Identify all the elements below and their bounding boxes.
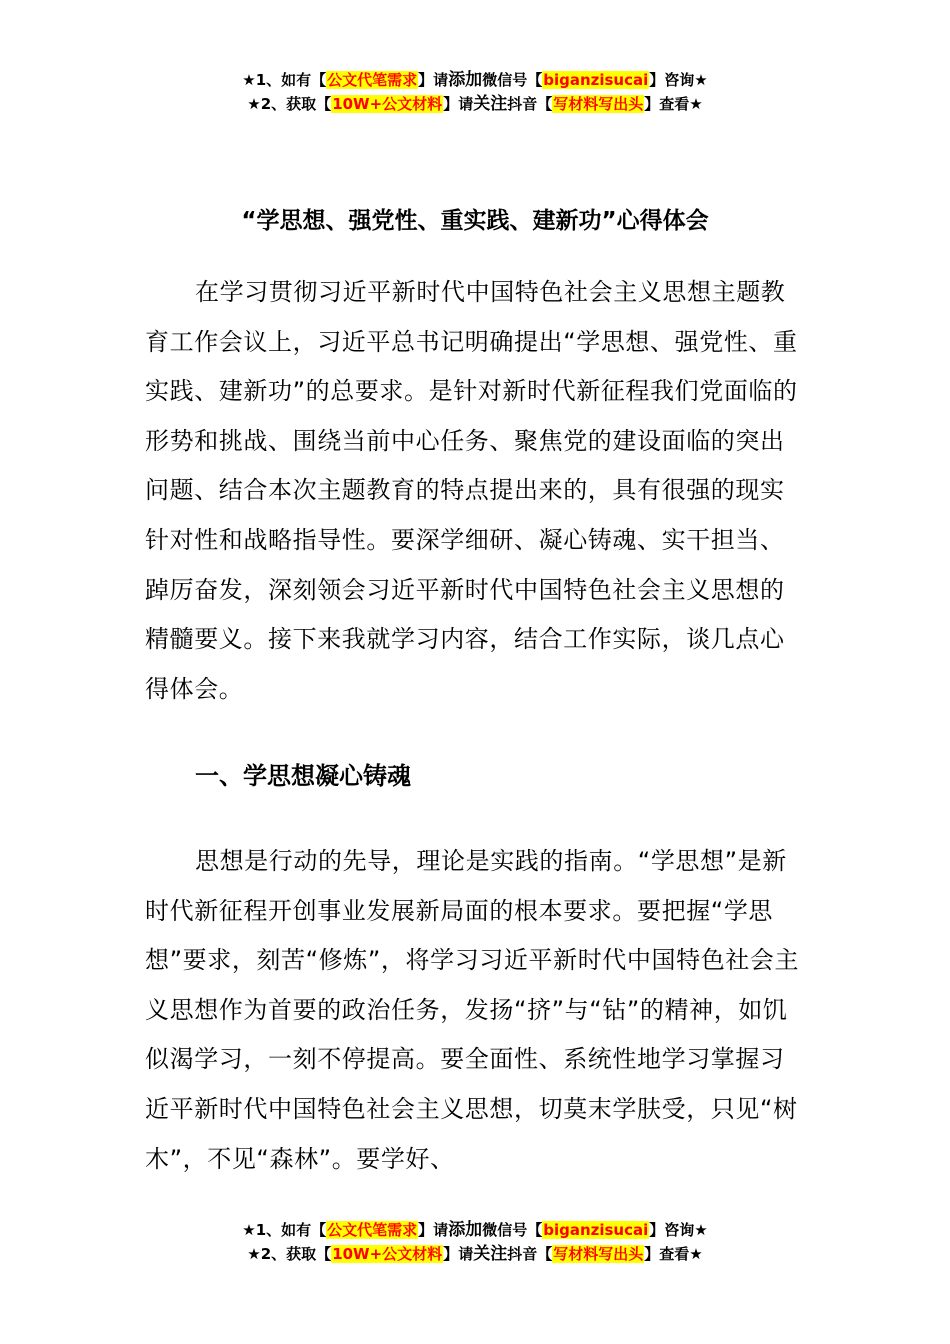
banner-text: ★1、如有【 (242, 71, 327, 89)
banner-emphasis: 添加 (448, 1220, 483, 1240)
banner-text: 】请 (418, 71, 449, 89)
banner-text: 】请 (443, 95, 474, 113)
highlight-douyin: 写材料写出头 (553, 1245, 644, 1263)
highlight-service: 公文代笔需求 (327, 1221, 418, 1239)
banner-text: 】查看★ (644, 95, 703, 113)
banner-emphasis: 关注 (473, 94, 508, 114)
banner-emphasis: 关注 (473, 1244, 508, 1264)
banner-text: ★2、获取【 (247, 1245, 332, 1263)
banner-line-1 (0, 1218, 950, 1242)
banner-line-1 (0, 68, 950, 92)
highlight-materials: 10W+公文材料 (332, 95, 443, 113)
section-paragraph: 思想是行动的先导，理论是实践的指南。“学思想”是新时代新征程开创事业发展新局面的根本要求。要把握“学思想”要求，刻苦“修炼”，将学习习近平新时代中国特色社会主义思想作为首要的政治任务，发扬“挤”与“钻”的精神，如饥似渴学习，一刻不停提高。要全面性、系统性地学习掌握习近平新时代中国特色社会主义思想，切莫末学肤受，只见“树木”，不见“森林”。要学好、 (145, 847, 800, 1173)
footer-banner (0, 1218, 950, 1266)
banner-text: 】查看★ (644, 1245, 703, 1263)
banner-text: ★2、获取【 (247, 95, 332, 113)
banner-text: 抖音【 (507, 95, 553, 113)
banner-text: ★1、如有【 (242, 1221, 327, 1239)
banner-text: 抖音【 (507, 1245, 553, 1263)
highlight-service: 公文代笔需求 (327, 71, 418, 89)
banner-line-2 (0, 1242, 950, 1266)
highlight-wechat-id: biganzisucai (543, 71, 649, 89)
section-heading: 一、学思想凝心铸魂 (195, 762, 411, 790)
highlight-douyin: 写材料写出头 (553, 95, 644, 113)
highlight-materials: 10W+公文材料 (332, 1245, 443, 1263)
banner-text: 】请 (418, 1221, 449, 1239)
banner-text: 】咨询★ (649, 1221, 708, 1239)
intro-paragraph: 在学习贯彻习近平新时代中国特色社会主义思想主题教育工作会议上，习近平总书记明确提出“学思想、强党性、重实践、建新功”的总要求。是针对新时代新征程我们党面临的形势和挑战、围绕当前中心任务、聚焦党的建设面临的突出问题、结合本次主题教育的特点提出来的，具有很强的现实针对性和战略指导性。要深学细研、凝心铸魂、实干担当、踔厉奋发，深刻领会习近平新时代中国特色社会主义思想的精髓要义。接下来我就学习内容，结合工作实际，谈几点心得体会。 (145, 278, 798, 703)
banner-text: 】咨询★ (649, 71, 708, 89)
banner-text: 微信号【 (482, 1221, 543, 1239)
header-banner (0, 68, 950, 116)
document-title: “学思想、强党性、重实践、建新功”心得体会 (241, 208, 709, 235)
banner-emphasis: 添加 (448, 70, 483, 90)
banner-text: 】请 (443, 1245, 474, 1263)
highlight-wechat-id: biganzisucai (543, 1221, 649, 1239)
banner-line-2 (0, 92, 950, 116)
banner-text: 微信号【 (482, 71, 543, 89)
